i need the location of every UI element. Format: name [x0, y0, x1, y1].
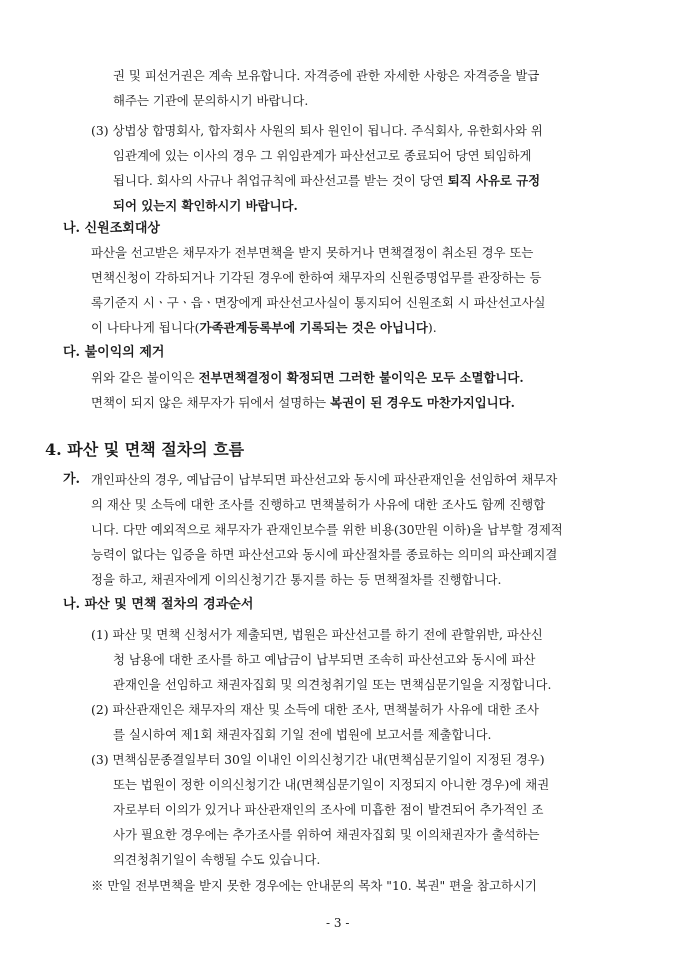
subsection-heading: 다. 불이익의 제거 [63, 345, 165, 360]
body-text-line: 정을 하고, 채권자에게 이의신청기간 통지를 하는 등 면책절차를 진행합니다. [91, 572, 502, 587]
list-item-text: (3) 면책심문종결일부터 30일 이내인 이의신청기간 내(면책심문기일이 지정된 경우) [91, 752, 545, 767]
body-text-line: 의 재산 및 소득에 대한 조사를 진행하고 면책불허가 사유에 대한 조사도 함께 진행합 [91, 497, 546, 512]
body-text-line: 파산을 선고받은 채무자가 전부면책을 받지 못하거나 면책결정이 취소된 경우 또는 [91, 245, 534, 260]
body-text-line: 능력이 없다는 입증을 하면 파산선고와 동시에 파산절차를 종료하는 의미의 파산폐지결 [91, 547, 558, 562]
list-marker: 가. [63, 472, 81, 487]
body-text-line [113, 173, 540, 189]
body-text-line: 개인파산의 경우, 예납금이 납부되면 파산선고와 동시에 파산관재인을 선임하여 채무자 [91, 472, 558, 487]
list-item-text: (2) 파산관재인은 채무자의 재산 및 소득에 대한 조사, 면책불허가 사유에 대한 조사 [91, 702, 539, 717]
text-run: 이 나타나게 됩니다( [91, 320, 200, 335]
body-text-line: 또는 법원이 정한 이의신청기간 내(면책심문기일이 지정되지 아니한 경우)에 채권 [113, 777, 550, 792]
list-item-text: (3) 상법상 합명회사, 합자회사 사원의 퇴사 원인이 됩니다. 주식회사, 유한회사와 위 [91, 123, 543, 138]
body-text-line: 권 및 피선거권은 계속 보유합니다. 자격증에 관한 자세한 사항은 자격증을 발급 [113, 68, 540, 83]
body-text-line [91, 320, 437, 336]
body-text-line: 사가 필요한 경우에는 추가조사를 위하여 채권자집회 및 이의채권자가 출석하는 [113, 827, 540, 842]
text-run: ). [427, 320, 437, 335]
text-run: 됩니다. 회사의 사규나 취업규칙에 파산선고를 받는 것이 당연 [113, 173, 448, 188]
emphasis-text: 가족관계등록부에 기록되는 것은 아닙니다 [199, 320, 428, 335]
page-number: - 3 - [326, 916, 350, 930]
body-text-line: 의견청취기일이 속행될 수도 있습니다. [113, 852, 321, 867]
emphasis-text: 퇴직 사유로 규정 [447, 173, 541, 188]
body-text-line: 자로부터 이의가 있거나 파산관재인의 조사에 미흡한 점이 발견되어 추가적인 조 [113, 802, 544, 817]
body-text-line: 임관계에 있는 이사의 경우 그 위임관계가 파산선고로 종료되어 당연 퇴임하게 [113, 148, 532, 163]
body-text-line [91, 370, 524, 386]
text-run: 면책이 되지 않은 채무자가 뒤에서 설명하는 [91, 395, 331, 410]
subsection-heading: 나. 신원조회대상 [63, 221, 160, 236]
body-text-line: 관재인을 선임하고 채권자집회 및 의견청취기일 또는 면책심문기일을 지정합니다. [113, 677, 552, 692]
subsection-heading: 나. 파산 및 면책 절차의 경과순서 [63, 597, 254, 612]
body-text-line: 면책신청이 각하되거나 기각된 경우에 한하여 채무자의 신원증명업무를 관장하는 등 [91, 270, 542, 285]
section-title: 4. 파산 및 면책 절차의 흐름 [45, 440, 245, 459]
text-run: 위와 같은 불이익은 [91, 370, 199, 385]
body-text-line: 를 실시하여 제1회 채권자집회 기일 전에 법원에 보고서를 제출합니다. [113, 727, 492, 742]
note-text: ※ 만일 전부면책을 받지 못한 경우에는 안내문의 목차 "10. 복권" 편을 참고하시기 [91, 878, 537, 893]
body-text-line: 록기준지 시ㆍ구ㆍ읍ㆍ면장에게 파산선고사실이 통지되어 신원조회 시 파산선고사실 [91, 295, 546, 310]
emphasis-text: 복권이 된 경우도 마찬가지입니다. [330, 395, 515, 410]
body-text-line: 해주는 기관에 문의하시기 바랍니다. [113, 93, 309, 108]
list-item-text: (1) 파산 및 면책 신청서가 제출되면, 법원은 파산선고를 하기 전에 관할위반, 파산신 [91, 627, 543, 642]
body-text-line: 청 남용에 대한 조사를 하고 예납금이 납부되면 조속히 파산선고와 동시에 파산 [113, 652, 536, 667]
body-text-line: 니다. 다만 예외적으로 채무자가 관재인보수를 위한 비용(30만원 이하)을 납부할 경제적 [91, 522, 563, 537]
emphasis-text: 전부면책결정이 확정되면 그러한 불이익은 모두 소멸합니다. [198, 370, 524, 385]
body-text-line [91, 395, 515, 411]
emphasis-text: 되어 있는지 확인하시기 바랍니다. [113, 198, 298, 213]
